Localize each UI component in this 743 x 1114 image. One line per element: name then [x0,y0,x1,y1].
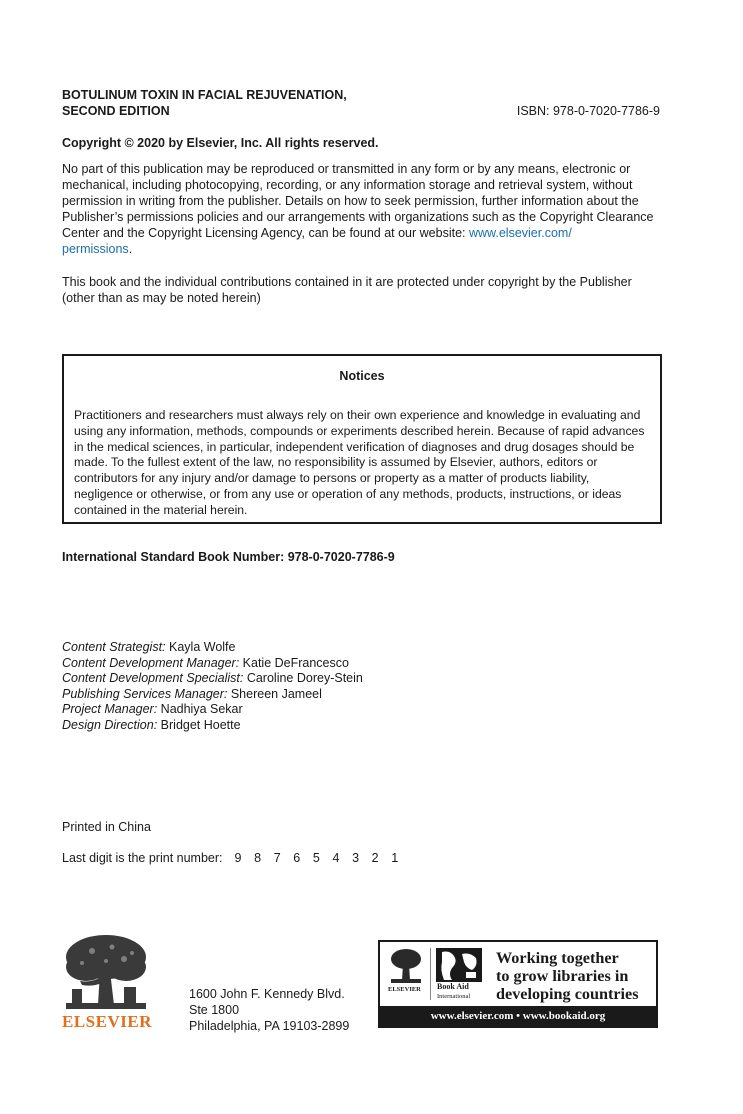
print-digit: 4 [332,851,340,865]
book-aid-name [437,982,470,1001]
credit-role: Content Development Manager: [62,655,240,670]
address-line: 1600 John F. Kennedy Blvd. [189,987,345,1001]
print-number-line [62,850,411,866]
credit-row [62,671,562,687]
credit-name: Bridget Hoette [157,717,241,732]
address-line: Ste 1800 [189,1003,240,1017]
permissions-period: . [128,242,133,256]
divider [430,948,431,1000]
book-aid-logo-icon [436,948,482,982]
copyright-statement: Copyright © 2020 by Elsevier, Inc. All rights reserved. [62,136,379,150]
book-aid-slogan [496,949,658,1003]
credits-list [62,640,562,734]
permissions-text: No part of this publication may be reproduced or transmitted in any form or by any means, electronic or mechanical, including photocopying, recording, or any information storage and retrieval system, without permission in writing from the publisher. Details on how to seek permission, further information about the Publisher’s permissions policies and our arrangements with organizations such as the Copyright Clearance Center and the Copyright Licensing Agency, can be found at our website: [62,162,654,240]
credit-row [62,640,562,656]
elsevier-wordmark: ELSEVIER [62,1012,152,1031]
credit-name: Caroline Dorey-Stein [243,671,363,686]
book-title-line-2: SECOND EDITION [62,104,170,118]
permissions-link-part-2[interactable]: permissions [62,242,129,256]
book-aid-banner [378,940,658,1028]
book-title-line-1: BOTULINUM TOXIN IN FACIAL REJUVENATION, [62,88,347,102]
print-digits [223,851,411,865]
address-line: Philadelphia, PA 19103-2899 [189,1019,350,1033]
print-digit: 5 [312,851,320,865]
print-digit: 3 [352,851,360,865]
slogan-line: Working together [496,949,619,967]
printed-in: Printed in China [62,820,151,834]
credit-row [62,687,562,703]
credit-name: Katie DeFrancesco [239,655,349,670]
protection-paragraph: This book and the individual contributions contained in it are protected under copyright by the Publisher (other than as may be noted herein) [62,275,632,305]
credit-name: Shereen Jameel [227,686,322,701]
isbn-top: ISBN: 978-0-7020-7786-9 [516,104,660,118]
print-digit: 1 [391,851,399,865]
notices-title: Notices [339,369,385,383]
notices-box [62,354,662,524]
permissions-paragraph [62,161,662,257]
publisher-address [189,986,349,1034]
credit-row [62,656,562,672]
credit-role: Design Direction: [62,717,158,732]
small-elsevier-label: ELSEVIER [388,986,421,993]
credit-role: Publishing Services Manager: [62,686,228,701]
isbn-line: International Standard Book Number: 978-0-7020-7786-9 [62,550,395,564]
credit-role: Content Development Specialist: [62,671,244,686]
book-title [62,87,402,119]
credit-name: Kayla Wolfe [165,640,236,654]
book-aid-urls[interactable]: www.elsevier.com • www.bookaid.org [380,1006,656,1026]
slogan-line: to grow libraries in [496,967,629,985]
print-digit: 9 [234,851,242,865]
print-digit: 8 [254,851,262,865]
credit-role: Content Strategist: [62,640,166,654]
print-digit: 7 [273,851,281,865]
credit-role: Project Manager: [62,702,158,717]
credit-row [62,718,562,734]
permissions-link-part-1[interactable]: www.elsevier.com/ [468,226,572,240]
slogan-line: developing countries [496,985,639,1003]
elsevier-tree-icon [62,933,150,1013]
print-digit: 6 [293,851,301,865]
elsevier-small-tree-icon [390,948,422,984]
notices-body: Practitioners and researchers must always rely on their own experience and knowledge in evaluating and using any information, methods, compounds or experiments described herein. Because of rapid advances in the medical sciences, in particular, independent verification of diagnoses and drug dosages should be made. To the fullest extent of the law, no responsibility is assumed by Elsevier, authors, editors or contributors for any injury and/or damage to persons or property as a matter of products liability, negligence or otherwise, or from any use or operation of any methods, products, instructions, or ideas contained in the material herein. [74,408,645,517]
credit-name: Nadhiya Sekar [157,702,243,717]
book-aid-name-line-2: International [437,993,471,1000]
print-digit: 2 [371,851,379,865]
book-aid-name-line-1: Book Aid [437,982,469,991]
print-number-label: Last digit is the print number: [62,851,223,865]
credit-row [62,702,562,718]
